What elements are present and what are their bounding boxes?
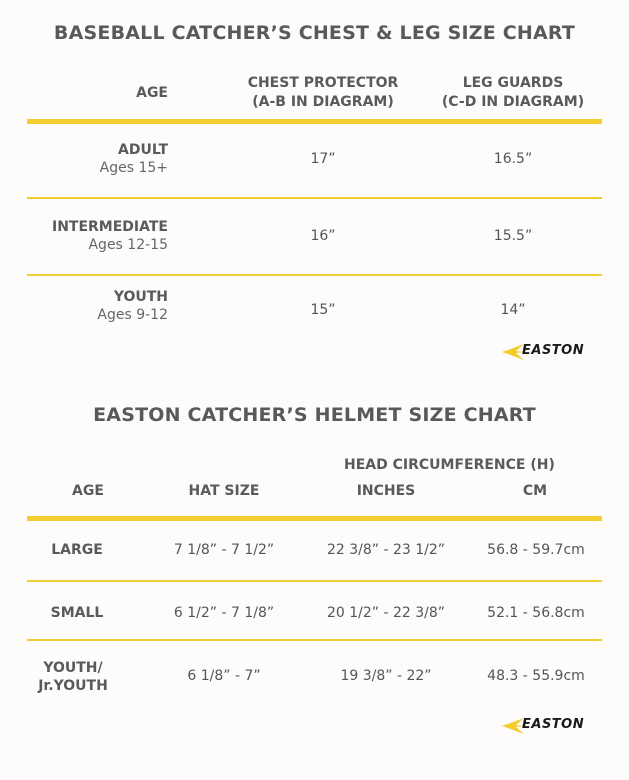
easton-wordmark: EASTON <box>522 343 585 358</box>
leg-value-intermediate: 15.5” <box>493 228 533 244</box>
row-label-intermediate <box>0 218 168 254</box>
header-cm: CM <box>522 483 548 499</box>
row-age-line1: YOUTH/ <box>43 660 103 676</box>
easton-swoosh-icon <box>502 716 524 736</box>
hat-value-small: 6 1/2” - 7 1/8” <box>173 605 275 621</box>
row-ages: Ages 9-12 <box>97 307 168 323</box>
row-age-line1: SMALL <box>50 605 104 621</box>
chest-value-youth: 15” <box>310 302 336 318</box>
hat-value-large: 7 1/8” - 7 1/2” <box>173 542 275 558</box>
hat-value-youth: 6 1/8” - 7” <box>187 668 261 684</box>
row-name: INTERMEDIATE <box>51 219 168 235</box>
header-inches: INCHES <box>356 483 416 499</box>
helmet-row-label-youth <box>15 659 131 695</box>
row-name: ADULT <box>118 142 168 158</box>
easton-logo <box>502 716 602 736</box>
row-ages: Ages 15+ <box>99 160 168 176</box>
row-divider <box>27 639 602 641</box>
header-leg-line2: (C-D IN DIAGRAM) <box>441 94 585 110</box>
header-divider <box>27 119 602 124</box>
easton-wordmark: EASTON <box>522 717 585 732</box>
row-label-youth <box>0 288 168 324</box>
helmet-row-label-small <box>27 604 127 622</box>
cm-value-large: 56.8 - 59.7cm <box>487 542 585 558</box>
helmet-row-label-large <box>27 541 127 559</box>
header-helmet-age: AGE <box>72 483 104 499</box>
header-chest-line1: CHEST PROTECTOR <box>247 75 399 91</box>
header-divider <box>27 516 602 521</box>
header-hat-size: HAT SIZE <box>188 483 260 499</box>
row-label-adult <box>0 141 168 177</box>
header-chest-line2: (A-B IN DIAGRAM) <box>252 94 394 110</box>
header-age: AGE <box>136 85 168 101</box>
row-ages: Ages 12-15 <box>88 237 168 253</box>
easton-swoosh-icon <box>502 342 524 362</box>
row-divider <box>27 580 602 582</box>
chest-value-intermediate: 16” <box>310 228 336 244</box>
row-divider <box>27 274 602 276</box>
inches-value-small: 20 1/2” - 22 3/8” <box>326 605 446 621</box>
inches-value-large: 22 3/8” - 23 1/2” <box>326 542 446 558</box>
header-leg-line1: LEG GUARDS <box>462 75 564 91</box>
cm-value-youth: 48.3 - 55.9cm <box>487 668 585 684</box>
header-chest-protector <box>223 74 423 112</box>
leg-value-adult: 16.5” <box>493 151 533 167</box>
cm-value-small: 52.1 - 56.8cm <box>487 605 585 621</box>
row-name: YOUTH <box>113 289 168 305</box>
header-leg-guards <box>413 74 613 112</box>
leg-value-youth: 14” <box>500 302 526 318</box>
header-head-circumference: HEAD CIRCUMFERENCE (H) <box>344 457 555 473</box>
easton-logo <box>502 342 602 362</box>
inches-value-youth: 19 3/8” - 22” <box>340 668 432 684</box>
row-age-line2: Jr.YOUTH <box>38 678 108 694</box>
helmet-title: EASTON CATCHER’S HELMET SIZE CHART <box>93 404 536 426</box>
chest-value-adult: 17” <box>310 151 336 167</box>
row-age-line1: LARGE <box>51 542 103 558</box>
chest-leg-title: BASEBALL CATCHER’S CHEST & LEG SIZE CHART <box>53 22 576 44</box>
row-divider <box>27 197 602 199</box>
